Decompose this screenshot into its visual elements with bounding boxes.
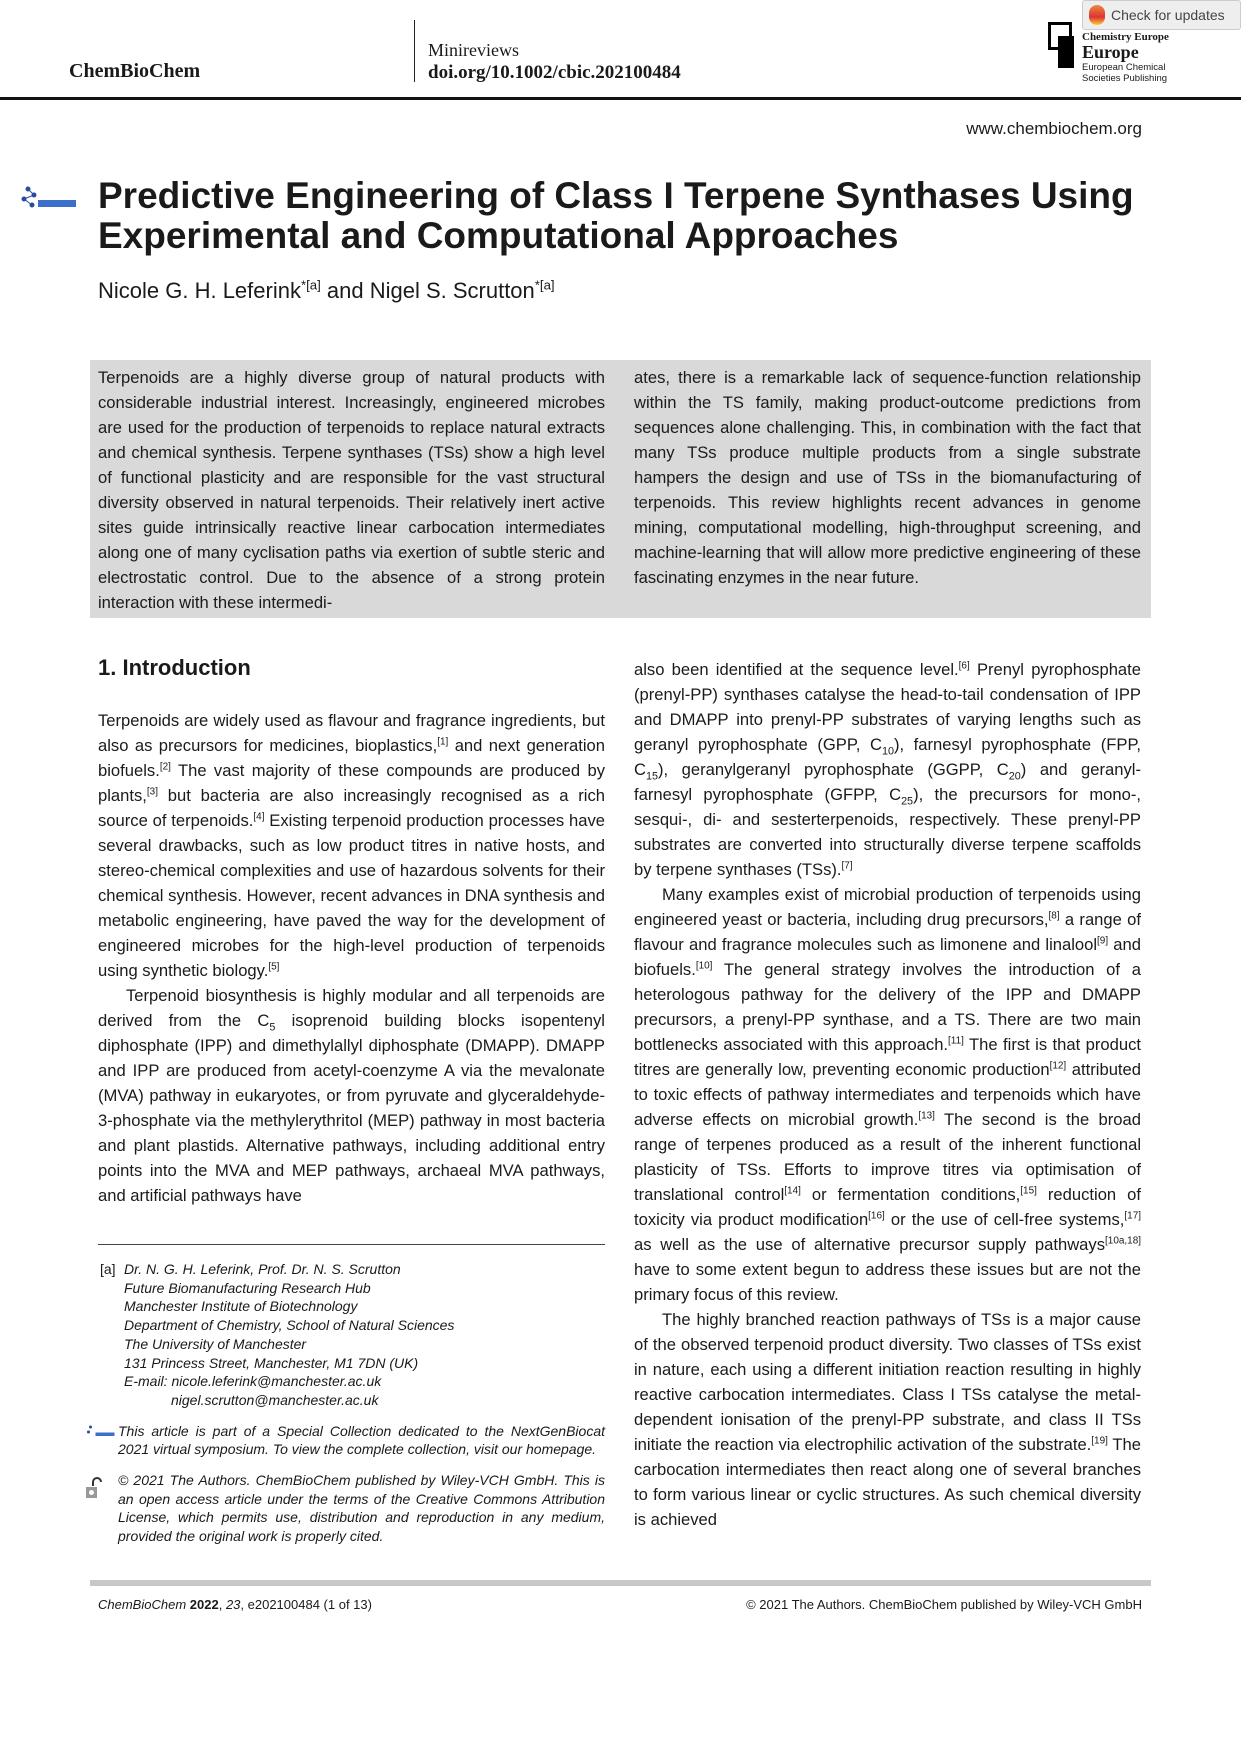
section-heading-introduction: 1. Introduction <box>98 655 251 680</box>
citation-ref: [10] <box>695 960 713 972</box>
citation-ref: [2] <box>159 761 171 773</box>
nextgenbiocat-small-icon <box>86 1424 116 1438</box>
section-label: Minireviews <box>428 40 519 60</box>
footnotes <box>98 1260 605 1546</box>
citation-ref: [13] <box>918 1110 935 1122</box>
abstract-right: ates, there is a remarkable lack of sequence-function relationship within the TS family, making product-outcome predictions from sequences alone challenging. This, in combination with the fact that many TSs produce multiple products from a single substrate hampers the design and use of TSs in the biomanufacturing of terpenoids. This review highlights recent advances in genome mining, computational modelling, high-throughput screening, and machine-learning that will allow more predictive engineering of these fascinating enzymes in the near future. <box>634 368 1141 587</box>
doi-link[interactable]: doi.org/10.1002/cbic.202100484 <box>428 62 681 83</box>
body-paragraph: The highly branched reaction pathways of TSs is a major cause of the observed terpenoid product diversity. Two classes of TSs exist in nature, each using a different initiation reaction resulting in highly reactive carbocation intermediates. Class I TSs catalyse the metal-dependent ionisation of the prenyl-PP substrate, and class II TSs initiate the reaction via electrophilic activation of the substrate.[19] The carbocation intermediates then react along one of several branches to form various linear or cyclic structures. As such chemical diversity is achieved <box>634 1310 1141 1529</box>
citation-ref: [5] <box>268 961 280 973</box>
footnote-rule <box>98 1244 605 1245</box>
address-line: Department of Chemistry, School of Natural Sciences <box>124 1317 455 1334</box>
journal-name: ChemBioChem <box>69 60 201 82</box>
open-access-lock-icon <box>86 1477 102 1499</box>
author-name: Nigel S. Scrutton$^{*[a]}$ <box>369 277 555 303</box>
body-paragraph: Terpenoid biosynthesis is highly modular and all terpenoids are derived from the $C_5$ isoprenoid building blocks isopentenyl diphosphate (IPP) and dimethylallyl diphosphate (DMAPP). DMAPP and IPP are produced from acetyl-coenzyme A via the mevalonate (MVA) pathway in eukaryotes, or from pyruvate and glyceraldehyde-3-phosphate via the methylerythritol (MEP) pathway in most bacteria and plant plastids. Alternative pathways, including additional entry points into the MVA and MEP pathways, archaeal MVA pathways, and artificial pathways have <box>98 986 605 1205</box>
citation-ref: [10a,18] <box>1105 1235 1141 1247</box>
footer-citation: ChemBioChem 2022, 23, e202100484 (1 of 13) <box>98 1597 372 1612</box>
author-list: Nicole G. H. Leferink$^{*[a]}$ and Nigel S. Scrutton$^{*[a]}$ <box>98 277 555 303</box>
license-note: © 2021 The Authors. ChemBioChem published by Wiley-VCH GmbH. This is an open access article under the terms of the Creative Commons Attribution License, which permits use, distribution and reproduction in any medium, provided the original work is properly cited. <box>98 1471 605 1546</box>
header-rule <box>0 97 1241 100</box>
address-line: Future Biomanufacturing Research Hub <box>124 1279 371 1296</box>
citation-ref: [14] <box>784 1185 801 1197</box>
citation-ref: [7] <box>841 860 853 872</box>
citation-ref: [1] <box>437 736 449 748</box>
address-line: The University of Manchester <box>124 1335 307 1352</box>
author-name: Nicole G. H. Leferink$^{*[a]}$ <box>98 277 321 303</box>
subscript: 5 <box>269 1021 276 1034</box>
citation-ref: [17] <box>1124 1210 1141 1222</box>
left-column-body <box>98 708 605 1208</box>
check-updates-label: Check for updates <box>1111 7 1225 23</box>
right-column-body <box>634 657 1141 1532</box>
body-paragraph: Terpenoids are widely used as flavour and fragrance ingredients, but also as precursors for medicines, bioplastics,[1] and next generation biofuels.[2] The vast majority of these compounds are produced by plants,[3] but bacteria are also increasingly recognised as a rich source of terpenoids.[4] Existing terpenoid production processes have several drawbacks, such as low product titres in native hosts, and stereo-chemical complexities and use of hazardous solvents for their chemical synthesis. However, recent advances in DNA synthesis and metabolic engineering, have paved the way for the development of engineered microbes for the high-level production of terpenoids using synthetic biology.[5] <box>98 711 606 980</box>
affiliation-address <box>124 1260 605 1410</box>
subscript: 20 <box>1008 770 1021 783</box>
footer-bar <box>90 1580 1151 1586</box>
body-paragraph: also been identified at the sequence level.[6] Prenyl pyrophosphate (prenyl-PP) synthases catalyse the head-to-tail condensation of IPP and DMAPP into prenyl-PP substrates of varying lengths such as geranyl pyrophosphate (GPP, $C_{10}$), farnesyl pyrophosphate (FPP, $C_{15}$), geranylgeranyl pyrophosphate (GGPP, $C_{20}$) and geranyl-farnesyl pyrophosphate (GFPP, $C_{25}$), the precursors for mono-, sesqui-, di- and sesterterpenoids, respectively. These prenyl-PP substrates are converted into structurally diverse terpene scaffolds by terpene synthases (TSs).[7] <box>634 660 1141 879</box>
check-for-updates-button[interactable] <box>1082 0 1241 30</box>
citation-ref: [3] <box>146 786 158 798</box>
abstract-left: Terpenoids are a highly diverse group of natural products with considerable industrial interest. Increasingly, engineered microbes are used for the production of terpenoids to replace natural extracts and chemical synthesis. Terpene synthases (TSs) show a high level of functional plasticity and are responsible for the vast structural diversity observed in natural terpenoids. Their relatively inert active sites guide intrinsically reactive linear carbocation intermediates along one of many cyclisation paths via exertion of subtle steric and electrostatic control. Due to the absence of a strong protein interaction with these intermedi- <box>98 368 605 612</box>
website-link[interactable]: www.chembiochem.org <box>966 119 1142 138</box>
email-line: nigel.scrutton@manchester.ac.uk <box>171 1391 379 1408</box>
citation-ref: [19] <box>1091 1435 1108 1447</box>
footer-copyright: © 2021 The Authors. ChemBioChem published by Wiley-VCH GmbH <box>746 1597 1142 1612</box>
collection-note: This article is part of a Special Collection dedicated to the NextGenBiocat 2021 virtual symposium. To view the complete collection, visit our homepage. <box>98 1422 605 1459</box>
subscript: 10 <box>881 745 894 758</box>
publisher-subtitle: European Chemical Societies Publishing <box>1082 62 1168 84</box>
citation-ref: [15] <box>1020 1185 1037 1197</box>
citation-ref: [12] <box>1049 1060 1067 1072</box>
citation-ref: [8] <box>1048 910 1060 922</box>
publisher-name: Europe <box>1082 42 1139 62</box>
affiliation-tag: [a] <box>100 1261 116 1277</box>
body-paragraph: Many examples exist of microbial production of terpenoids using engineered yeast or bacteria, including drug precursors,[8] a range of flavour and fragrance molecules such as limonene and linalool[9] and biofuels.[10] The general strategy involves the introduction of a heterologous pathway for the delivery of the IPP and DMAPP precursors, a prenyl-PP synthase, and a TS. There are two main bottlenecks associated with this approach.[11] The first is that product titres are generally low, preventing economic production[12] attributed to toxic effects of pathway intermediates and terpenoids which have adverse effects on microbial growth.[13] The second is the broad range of terpenes produced as a result of the inherent functional plasticity of TSs. Efforts to improve titres via optimisation of translational control[14] or fermentation conditions,[15] reduction of toxicity via product modification[16] or the use of cell-free systems,[17] as well as the use of alternative precursor supply pathways[10a,18] have to some extent begun to address these issues but are not the primary focus of this review. <box>634 885 1142 1304</box>
crossmark-icon <box>1089 5 1105 25</box>
citation-ref: [11] <box>948 1035 964 1047</box>
publisher-logo-text: Chemistry Europe <box>1082 31 1169 43</box>
citation-ref: [9] <box>1097 935 1109 947</box>
subscript: 15 <box>645 770 658 783</box>
address-line: E-mail: nicole.leferink@manchester.ac.uk <box>124 1373 382 1390</box>
address-line: 131 Princess Street, Manchester, M1 7DN (UK) <box>124 1354 419 1371</box>
address-line: Manchester Institute of Biotechnology <box>124 1298 358 1315</box>
article-title: Predictive Engineering of Class I Terpene Synthases Using Experimental and Computational Approaches <box>98 175 1134 256</box>
address-line: Dr. N. G. H. Leferink, Prof. Dr. N. S. Scrutton <box>124 1261 401 1277</box>
citation-ref: [6] <box>958 660 970 672</box>
nextgenbiocat-logo-icon <box>20 183 78 211</box>
abstract-box <box>90 360 1151 618</box>
header-divider <box>414 20 415 82</box>
subscript: 25 <box>901 795 914 808</box>
citation-ref: [16] <box>868 1210 885 1222</box>
citation-ref: [4] <box>253 811 265 823</box>
